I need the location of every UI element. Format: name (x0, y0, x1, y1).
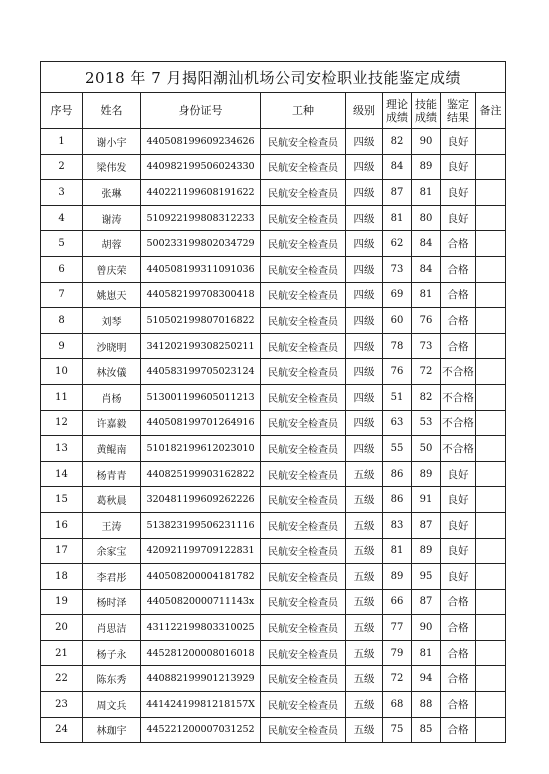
row-result: 不合格 (441, 384, 476, 410)
row-id-number: 440882199901213929 (141, 666, 261, 692)
row-id-number: 44050820000711143x (141, 589, 261, 615)
row-remark (476, 436, 506, 462)
row-name: 许嘉毅 (83, 410, 141, 436)
row-id-number: 510182199612023010 (141, 436, 261, 462)
row-remark (476, 205, 506, 231)
row-remark (476, 359, 506, 385)
table-row (41, 461, 506, 487)
row-remark (476, 180, 506, 206)
row-remark (476, 692, 506, 718)
row-no: 19 (41, 589, 83, 615)
row-skill-score: 80 (412, 205, 441, 231)
row-skill-score: 89 (412, 461, 441, 487)
row-remark (476, 487, 506, 513)
row-no: 23 (41, 692, 83, 718)
row-result: 良好 (441, 487, 476, 513)
row-theory-score: 86 (383, 487, 412, 513)
row-result: 合格 (441, 333, 476, 359)
row-level: 四级 (346, 308, 383, 334)
row-no: 10 (41, 359, 83, 385)
table-row (41, 436, 506, 462)
row-job: 民航安全检查员 (261, 436, 346, 462)
header-job: 工种 (261, 93, 346, 129)
row-id-number: 440508199701264916 (141, 410, 261, 436)
row-name: 林珈宇 (83, 717, 141, 743)
table-row (41, 538, 506, 564)
row-no: 21 (41, 640, 83, 666)
row-result: 合格 (441, 666, 476, 692)
row-id-number: 513001199605011213 (141, 384, 261, 410)
row-id-number: 440982199506024330 (141, 154, 261, 180)
table-row (41, 154, 506, 180)
row-id-number: 440825199903162822 (141, 461, 261, 487)
row-id-number: 440221199608191622 (141, 180, 261, 206)
row-id-number: 510502199807016822 (141, 308, 261, 334)
table-row (41, 180, 506, 206)
row-remark (476, 717, 506, 743)
row-job: 民航安全检查员 (261, 154, 346, 180)
row-level: 四级 (346, 154, 383, 180)
row-remark (476, 564, 506, 590)
row-level: 五级 (346, 564, 383, 590)
row-job: 民航安全检查员 (261, 384, 346, 410)
row-no: 12 (41, 410, 83, 436)
row-result: 不合格 (441, 436, 476, 462)
row-level: 四级 (346, 436, 383, 462)
table-row (41, 717, 506, 743)
row-job: 民航安全检查员 (261, 666, 346, 692)
table-row (41, 512, 506, 538)
table-body (41, 129, 506, 743)
row-level: 五级 (346, 512, 383, 538)
row-name: 曾庆荣 (83, 256, 141, 282)
row-theory-score: 73 (383, 256, 412, 282)
table-row (41, 666, 506, 692)
row-level: 四级 (346, 384, 383, 410)
table-row (41, 308, 506, 334)
row-name: 杨青青 (83, 461, 141, 487)
row-skill-score: 87 (412, 589, 441, 615)
row-name: 肖杨 (83, 384, 141, 410)
row-no: 4 (41, 205, 83, 231)
row-job: 民航安全检查员 (261, 589, 346, 615)
row-remark (476, 666, 506, 692)
row-level: 四级 (346, 231, 383, 257)
row-skill-score: 81 (412, 640, 441, 666)
table-row (41, 564, 506, 590)
row-job: 民航安全检查员 (261, 640, 346, 666)
table-row (41, 384, 506, 410)
row-id-number: 44142419981218157X (141, 692, 261, 718)
row-theory-score: 78 (383, 333, 412, 359)
row-skill-score: 85 (412, 717, 441, 743)
row-job: 民航安全检查员 (261, 538, 346, 564)
row-result: 合格 (441, 589, 476, 615)
row-level: 四级 (346, 359, 383, 385)
row-name: 杨子永 (83, 640, 141, 666)
row-job: 民航安全检查员 (261, 308, 346, 334)
row-theory-score: 83 (383, 512, 412, 538)
row-no: 5 (41, 231, 83, 257)
row-theory-score: 82 (383, 129, 412, 155)
score-sheet (40, 61, 505, 743)
row-id-number: 440508200004181782 (141, 564, 261, 590)
header-id: 身份证号 (141, 93, 261, 129)
row-skill-score: 89 (412, 538, 441, 564)
table-row (41, 410, 506, 436)
row-theory-score: 77 (383, 615, 412, 641)
row-remark (476, 384, 506, 410)
row-no: 1 (41, 129, 83, 155)
row-level: 四级 (346, 282, 383, 308)
row-skill-score: 81 (412, 282, 441, 308)
row-remark (476, 282, 506, 308)
row-level: 五级 (346, 615, 383, 641)
row-job: 民航安全检查员 (261, 615, 346, 641)
row-level: 四级 (346, 410, 383, 436)
row-name: 黄鲲南 (83, 436, 141, 462)
row-result: 良好 (441, 205, 476, 231)
row-job: 民航安全检查员 (261, 512, 346, 538)
row-skill-score: 95 (412, 564, 441, 590)
row-theory-score: 63 (383, 410, 412, 436)
row-skill-score: 90 (412, 129, 441, 155)
row-remark (476, 615, 506, 641)
row-name: 林汝儀 (83, 359, 141, 385)
row-theory-score: 75 (383, 717, 412, 743)
row-level: 五级 (346, 461, 383, 487)
row-level: 四级 (346, 129, 383, 155)
row-name: 刘琴 (83, 308, 141, 334)
row-result: 良好 (441, 180, 476, 206)
row-level: 五级 (346, 640, 383, 666)
table-row (41, 256, 506, 282)
row-level: 四级 (346, 333, 383, 359)
row-name: 葛秋晨 (83, 487, 141, 513)
row-remark (476, 410, 506, 436)
header-name: 姓名 (83, 93, 141, 129)
row-name: 梁伟发 (83, 154, 141, 180)
row-remark (476, 256, 506, 282)
row-job: 民航安全检查员 (261, 256, 346, 282)
row-theory-score: 66 (383, 589, 412, 615)
row-id-number: 320481199609262226 (141, 487, 261, 513)
row-job: 民航安全检查员 (261, 205, 346, 231)
row-name: 肖思洁 (83, 615, 141, 641)
row-name: 胡蓉 (83, 231, 141, 257)
row-remark (476, 333, 506, 359)
row-job: 民航安全检查员 (261, 129, 346, 155)
row-level: 五级 (346, 538, 383, 564)
row-level: 四级 (346, 205, 383, 231)
row-remark (476, 154, 506, 180)
row-job: 民航安全检查员 (261, 717, 346, 743)
row-name: 李君彤 (83, 564, 141, 590)
row-skill-score: 90 (412, 615, 441, 641)
row-name: 沙晓明 (83, 333, 141, 359)
header-theory: 理论 成绩 (383, 93, 412, 129)
table-row (41, 640, 506, 666)
row-no: 15 (41, 487, 83, 513)
row-no: 22 (41, 666, 83, 692)
row-id-number: 513823199506231116 (141, 512, 261, 538)
row-result: 良好 (441, 129, 476, 155)
row-id-number: 445221200007031252 (141, 717, 261, 743)
row-name: 陈东秀 (83, 666, 141, 692)
table-row (41, 589, 506, 615)
row-no: 7 (41, 282, 83, 308)
row-skill-score: 94 (412, 666, 441, 692)
row-name: 周文兵 (83, 692, 141, 718)
table-row (41, 692, 506, 718)
row-id-number: 445281200008016018 (141, 640, 261, 666)
row-level: 五级 (346, 717, 383, 743)
header-result: 鉴定 结果 (441, 93, 476, 129)
row-id-number: 341202199308250211 (141, 333, 261, 359)
row-theory-score: 55 (383, 436, 412, 462)
row-level: 五级 (346, 589, 383, 615)
row-skill-score: 72 (412, 359, 441, 385)
row-skill-score: 88 (412, 692, 441, 718)
table-row (41, 487, 506, 513)
row-level: 五级 (346, 692, 383, 718)
row-remark (476, 129, 506, 155)
row-no: 8 (41, 308, 83, 334)
row-no: 11 (41, 384, 83, 410)
row-id-number: 440582199708300418 (141, 282, 261, 308)
row-result: 良好 (441, 538, 476, 564)
row-skill-score: 89 (412, 154, 441, 180)
row-job: 民航安全检查员 (261, 333, 346, 359)
row-id-number: 440508199609234626 (141, 129, 261, 155)
row-theory-score: 79 (383, 640, 412, 666)
row-remark (476, 461, 506, 487)
row-result: 不合格 (441, 359, 476, 385)
table-row (41, 205, 506, 231)
row-name: 余家宝 (83, 538, 141, 564)
row-id-number: 440583199705023124 (141, 359, 261, 385)
row-remark (476, 231, 506, 257)
row-skill-score: 84 (412, 256, 441, 282)
row-job: 民航安全检查员 (261, 359, 346, 385)
row-name: 杨时泽 (83, 589, 141, 615)
row-id-number: 510922199808312233 (141, 205, 261, 231)
row-job: 民航安全检查员 (261, 180, 346, 206)
row-theory-score: 69 (383, 282, 412, 308)
row-skill-score: 76 (412, 308, 441, 334)
row-theory-score: 81 (383, 205, 412, 231)
row-no: 9 (41, 333, 83, 359)
row-remark (476, 589, 506, 615)
row-job: 民航安全检查员 (261, 461, 346, 487)
row-job: 民航安全检查员 (261, 692, 346, 718)
row-result: 合格 (441, 615, 476, 641)
table-title: 2018 年 7 月揭阳潮汕机场公司安检职业技能鉴定成绩 (41, 62, 506, 93)
score-table (40, 61, 506, 743)
row-result: 合格 (441, 231, 476, 257)
row-theory-score: 62 (383, 231, 412, 257)
row-result: 合格 (441, 256, 476, 282)
row-level: 五级 (346, 487, 383, 513)
row-result: 良好 (441, 461, 476, 487)
row-remark (476, 538, 506, 564)
row-remark (476, 512, 506, 538)
row-name: 谢涛 (83, 205, 141, 231)
row-theory-score: 86 (383, 461, 412, 487)
header-no: 序号 (41, 93, 83, 129)
row-id-number: 420921199709122831 (141, 538, 261, 564)
row-no: 2 (41, 154, 83, 180)
row-theory-score: 81 (383, 538, 412, 564)
row-level: 四级 (346, 180, 383, 206)
row-level: 五级 (346, 666, 383, 692)
row-no: 3 (41, 180, 83, 206)
row-name: 张琳 (83, 180, 141, 206)
header-row (41, 93, 506, 129)
row-name: 王涛 (83, 512, 141, 538)
row-theory-score: 72 (383, 666, 412, 692)
row-no: 24 (41, 717, 83, 743)
row-skill-score: 82 (412, 384, 441, 410)
row-skill-score: 50 (412, 436, 441, 462)
row-no: 17 (41, 538, 83, 564)
row-no: 13 (41, 436, 83, 462)
header-remark: 备注 (476, 93, 506, 129)
row-name: 姚崽天 (83, 282, 141, 308)
row-result: 良好 (441, 512, 476, 538)
row-level: 四级 (346, 256, 383, 282)
row-no: 14 (41, 461, 83, 487)
table-row (41, 129, 506, 155)
row-skill-score: 91 (412, 487, 441, 513)
row-theory-score: 51 (383, 384, 412, 410)
row-name: 谢小宇 (83, 129, 141, 155)
row-theory-score: 60 (383, 308, 412, 334)
row-result: 合格 (441, 640, 476, 666)
row-no: 16 (41, 512, 83, 538)
row-result: 合格 (441, 717, 476, 743)
row-theory-score: 68 (383, 692, 412, 718)
row-result: 合格 (441, 282, 476, 308)
row-result: 不合格 (441, 410, 476, 436)
row-id-number: 500233199802034729 (141, 231, 261, 257)
row-id-number: 431122199803310025 (141, 615, 261, 641)
table-row (41, 333, 506, 359)
row-theory-score: 89 (383, 564, 412, 590)
row-result: 合格 (441, 308, 476, 334)
row-remark (476, 640, 506, 666)
row-no: 20 (41, 615, 83, 641)
row-skill-score: 87 (412, 512, 441, 538)
table-row (41, 359, 506, 385)
row-remark (476, 308, 506, 334)
row-id-number: 440508199311091036 (141, 256, 261, 282)
row-no: 6 (41, 256, 83, 282)
row-skill-score: 73 (412, 333, 441, 359)
row-skill-score: 81 (412, 180, 441, 206)
row-result: 合格 (441, 692, 476, 718)
header-skill: 技能 成绩 (412, 93, 441, 129)
row-result: 良好 (441, 564, 476, 590)
row-result: 良好 (441, 154, 476, 180)
row-skill-score: 84 (412, 231, 441, 257)
header-level: 级别 (346, 93, 383, 129)
row-job: 民航安全检查员 (261, 282, 346, 308)
row-job: 民航安全检查员 (261, 231, 346, 257)
table-row (41, 282, 506, 308)
row-skill-score: 53 (412, 410, 441, 436)
row-theory-score: 84 (383, 154, 412, 180)
row-no: 18 (41, 564, 83, 590)
row-job: 民航安全检查员 (261, 564, 346, 590)
table-row (41, 615, 506, 641)
row-job: 民航安全检查员 (261, 487, 346, 513)
row-theory-score: 87 (383, 180, 412, 206)
row-job: 民航安全检查员 (261, 410, 346, 436)
row-theory-score: 76 (383, 359, 412, 385)
table-row (41, 231, 506, 257)
